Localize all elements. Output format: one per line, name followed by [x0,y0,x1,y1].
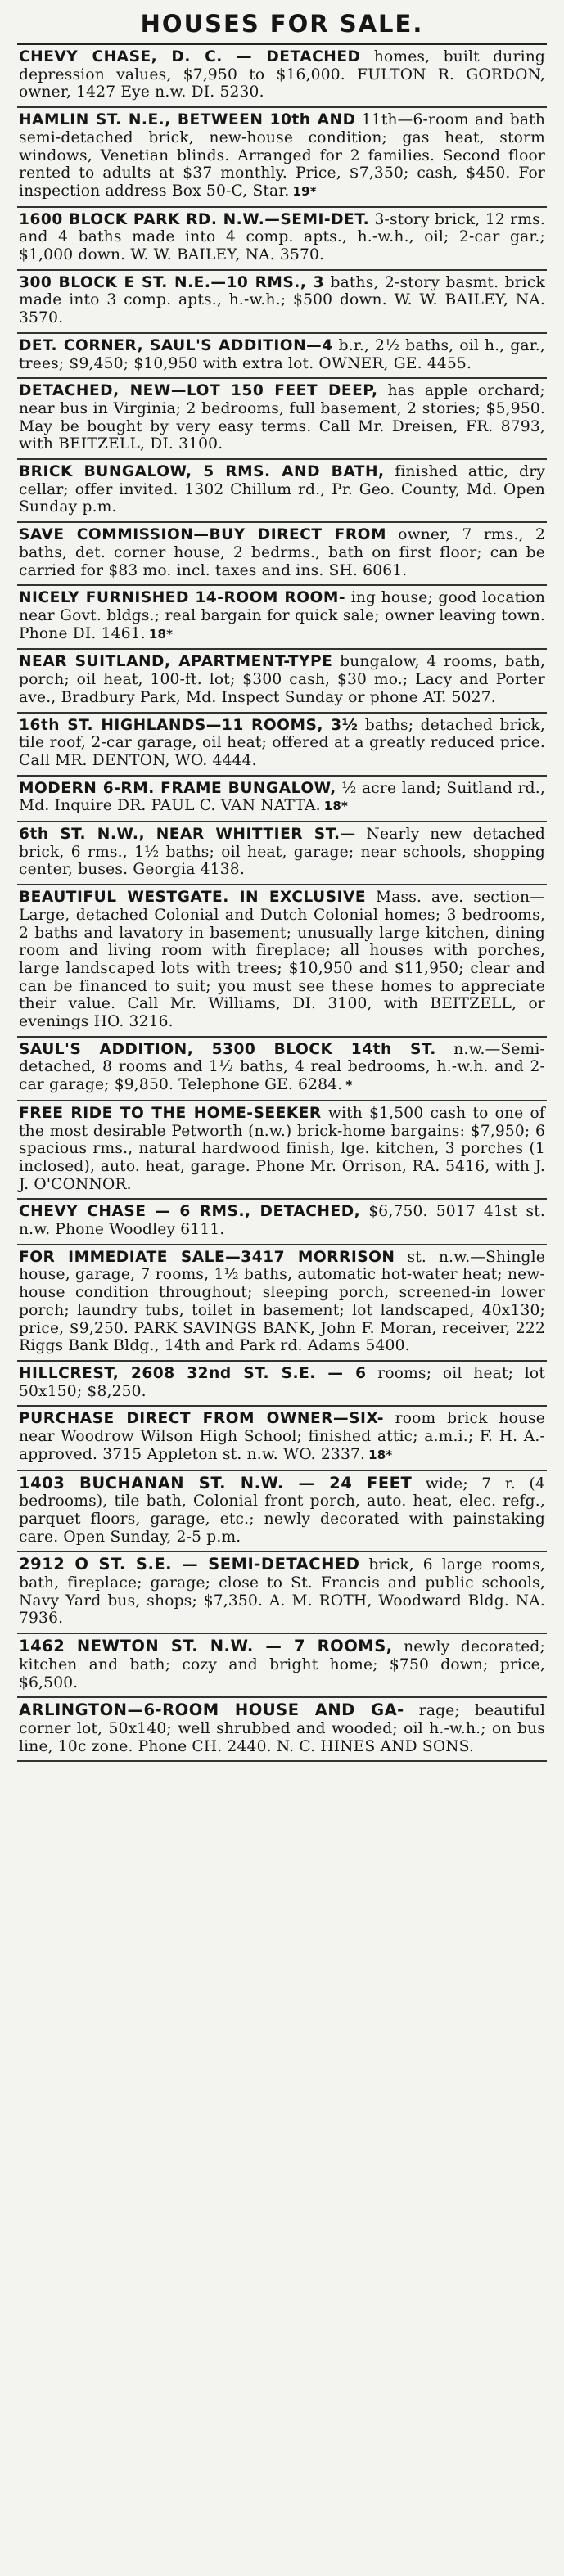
ad-lead: 1600 BLOCK PARK RD. N.W.—SEMI-DET. [19,210,370,228]
ad-lead: SAVE COMMISSION—BUY DIRECT FROM [19,526,386,544]
ad-body: brick, 6 large rooms, bath, fireplace; garage; close to St. Francis and public schools, Navy Yard bus, shops; $7,350. A. M. ROTH, Woodward Bldg. NA. 7936. [19,1556,545,1628]
classified-ad [17,379,547,460]
ad-lead: NICELY FURNISHED 14-ROOM ROOM- [19,589,346,607]
ad-body: rooms; oil heat; lot 50x150; $8,250. [19,1365,546,1400]
classified-ad [17,650,547,713]
ad-lead: PURCHASE DIRECT FROM OWNER—SIX- [19,1410,384,1428]
ad-lead: HILLCREST, 2608 32nd ST. S.E. — 6 [19,1365,367,1382]
ad-lead: 16th ST. HIGHLANDS—11 ROOMS, 3½ [19,716,359,734]
ad-body: b.r., 2½ baths, oil h., gar., trees; $9,450; $10,950 with extra lot. OWNER, GE. 4455. [19,336,546,372]
ad-code: 18* [323,799,349,814]
classified-ad [17,208,547,271]
ad-body: wide; 7 r. (4 bedrooms), tile bath, Colonial front porch, auto. heat, elec. refg., parquet floors, garage, etc.; newly decorated with painstaking care. Open Sunday, 2-5 p.m. [19,1475,545,1546]
classified-ad [17,1038,547,1101]
ad-code: 18* [148,626,174,642]
classified-ad [17,271,547,334]
ad-body: has apple orchard; near bus in Virginia; 2 bedrooms, full basement, 2 stories; $5,950. May be bought by very easy terms. Call Mr. Dreisen, FR. 8793, with BEITZELL, DI. 3100. [19,382,545,453]
classified-ad [17,885,547,1038]
classified-column [17,0,547,1762]
ad-lead: ARLINGTON—6-ROOM HOUSE AND GA- [19,1700,404,1720]
ad-text [19,337,545,372]
ad-text [19,589,545,643]
ad-body: ing house; good location near Govt. bldgs.; real bargain for quick sale; owner leaving town. Phone DI. 1461. [19,589,545,642]
ad-lead: DET. CORNER, SAUL'S ADDITION—4 [19,336,333,354]
classified-ad [17,586,547,650]
classified-ad [17,1552,547,1634]
classified-ad [17,1698,547,1762]
ad-text [19,526,545,579]
ad-body: 3-story brick, 12 rms. and 4 baths made into 4 comp. apts., h.-w.h., oil; 2-car gar.; $1,000 down. W. W. BAILEY, NA. 3570. [19,210,546,264]
ad-text [19,889,545,1031]
ad-text [19,1475,545,1547]
ad-text [19,1637,545,1691]
ad-body: Mass. ave. section—Large, detached Colonial and Dutch Colonial homes; 3 bedrooms, 2 baths and lavatory in basement; unusually large kitchen, dining room and living room with fireplace; all houses with porches, large landscaped lots with trees; $10,950 and $11,950; clear and can be financed to suit; you must see these homes to appreciate their value. Call Mr. Williams, DI. 3100, with BEITZELL, or evenings HO. 3216. [19,889,545,1031]
ad-code: 19* [292,183,317,199]
section-title: HOUSES FOR SALE. [17,11,547,45]
ad-lead: BEAUTIFUL WESTGATE. IN EXCLUSIVE [19,889,367,907]
ad-text [19,1105,545,1194]
classified-ad [17,1245,547,1362]
ad-body: st. n.w.—Shingle house, garage, 7 rooms, 1½ baths, automatic hot-water heat; new-house condition throughout; sleeping porch, screened-in lower porch; laundry tubs, toilet in basement; lot landscaped, 40x130; price, $9,250. PARK SAVINGS BANK, John F. Moran, receiver, 222 Riggs Bank Bldg., 14th and Park rd. Adams 5400. [19,1248,545,1355]
classified-ad [17,108,547,208]
ad-text [19,653,545,706]
ad-body: newly decorated; kitchen and bath; cozy and bright home; $750 down; price, $6,500. [19,1638,545,1691]
classified-ad [17,777,547,822]
ad-text [19,48,545,101]
classified-ad [17,523,547,586]
ad-lead: CHEVY CHASE — 6 RMS., DETACHED, [19,1203,361,1221]
ad-body: Nearly new detached brick, 6 rms., 1½ baths; oil heat, garage; near schools, shopping center, buses. Georgia 4138. [19,826,545,879]
ad-text [19,1249,545,1355]
ad-lead: 300 BLOCK E ST. N.E.—10 RMS., 3 [19,273,325,291]
ad-body: finished attic, dry cellar; offer invited. 1302 Chillum rd., Pr. Geo. County, Md. Open Sunday p.m. [19,463,545,516]
ad-text [19,1365,545,1400]
ad-body: baths; detached brick, tile roof, 2-car garage, oil heat; offered at a greatly reduced price. Call MR. DENTON, WO. 4444. [19,716,545,769]
ad-body: bungalow, 4 rooms, bath, porch; oil heat, 100-ft. lot; $300 cash, $30 mo.; Lacy and Porter ave., Bradbury Park, Md. Inspect Sunday or phone AT. 5027. [19,653,545,706]
ad-body: n.w.—Semi-detached, 8 rooms and 1½ baths, 4 real bedrooms, h.-w.h. and 2-car garage; $9,850. Telephone GE. 6284. [19,1040,546,1094]
ad-text [19,717,545,770]
ad-body: owner, 7 rms., 2 baths, det. corner house, 2 bedrms., bath on first floor; can be carried for $83 mo. incl. taxes and ins. SH. 6061. [19,526,546,579]
classified-ad [17,1471,547,1553]
ad-text [19,1556,545,1628]
ad-lead: 1403 BUCHANAN ST. N.W. — 24 FEET [19,1473,413,1493]
classified-ad [17,822,547,885]
ad-body: ½ acre land; Suitland rd., Md. Inquire DR. PAUL C. VAN NATTA. [19,779,545,815]
ad-body: with $1,500 cash to one of the most desirable Petworth (n.w.) brick-home bargains: $7,950; 6 spacious rms., natural hardwood finish, lge. kitchen, 3 porches (1 inclosed), auto. heat, garage. Phone Mr. Orrison, RA. 5416, with J. J. O'CONNOR. [19,1104,545,1193]
classified-ad [17,1362,547,1407]
ad-lead: SAUL'S ADDITION, 5300 BLOCK 14th ST. [19,1040,436,1058]
classified-ad [17,714,547,777]
ad-lead: FREE RIDE TO THE HOME-SEEKER [19,1104,322,1122]
ad-text [19,780,545,816]
ad-body: baths, 2-story basmt. brick made into 3 comp. apts., h.-w.h.; $500 down. W. W. BAILEY, NA. 3570. [19,273,545,327]
ad-body: room brick house near Woodrow Wilson High School; finished attic; a.m.i.; F. H. A.-approved. 3715 Appleton st. n.w. WO. 2337. [19,1410,545,1463]
classified-ad [17,1200,547,1245]
ad-lead: CHEVY CHASE, D. C. — DETACHED [19,48,361,65]
classified-ad [17,334,547,379]
classified-ad [17,45,547,108]
ad-text [19,1041,545,1095]
ad-lead: MODERN 6-RM. FRAME BUNGALOW, [19,779,336,797]
ad-code: * [345,1078,353,1093]
ad-lead: HAMLIN ST. N.E., BETWEEN 10th AND [19,111,356,129]
ad-lead: 1462 NEWTON ST. N.W. — 7 ROOMS, [19,1637,393,1656]
ad-text [19,463,545,516]
ad-text [19,382,545,453]
ad-text [19,211,545,264]
ad-lead: FOR IMMEDIATE SALE—3417 MORRISON [19,1248,395,1266]
classified-ad [17,1634,547,1698]
classified-ad [17,460,547,523]
ad-body: 11th—6-room and bath semi-detached brick, new-house condition; gas heat, storm windows, Venetian blinds. Arranged for 2 families. Second floor rented to adults at $37 monthly. Price, $7,350; cash, $450. For inspection address Box 50-C, Star. [19,111,545,200]
ad-body: rage; beautiful corner lot, 50x140; well shrubbed and wooded; oil h.-w.h.; on bus line, 10c zone. Phone CH. 2440. N. C. HINES AND SONS. [19,1702,545,1755]
classified-ad [17,1407,547,1470]
ad-text [19,111,545,201]
ad-text [19,1203,545,1238]
ad-text [19,1410,545,1464]
classified-ad [17,1101,547,1200]
ads-list [17,45,547,1762]
ad-lead: 2912 O ST. S.E. — SEMI-DETACHED [19,1555,360,1574]
ad-text [19,1701,545,1755]
ad-text [19,826,545,879]
ad-body: homes, built during depression values, $7,950 to $16,000. FULTON R. GORDON, owner, 1427 Eye n.w. DI. 5230. [19,48,545,101]
ad-text [19,274,545,327]
ad-lead: 6th ST. N.W., NEAR WHITTIER ST.— [19,826,356,844]
ad-body: $6,750. 5017 41st st. n.w. Phone Woodley 6111. [19,1203,545,1239]
ad-lead: DETACHED, NEW—LOT 150 FEET DEEP, [19,382,378,400]
ad-code: 18* [368,1447,393,1462]
ad-lead: NEAR SUITLAND, APARTMENT-TYPE [19,653,333,671]
ad-lead: BRICK BUNGALOW, 5 RMS. AND BATH, [19,463,385,481]
